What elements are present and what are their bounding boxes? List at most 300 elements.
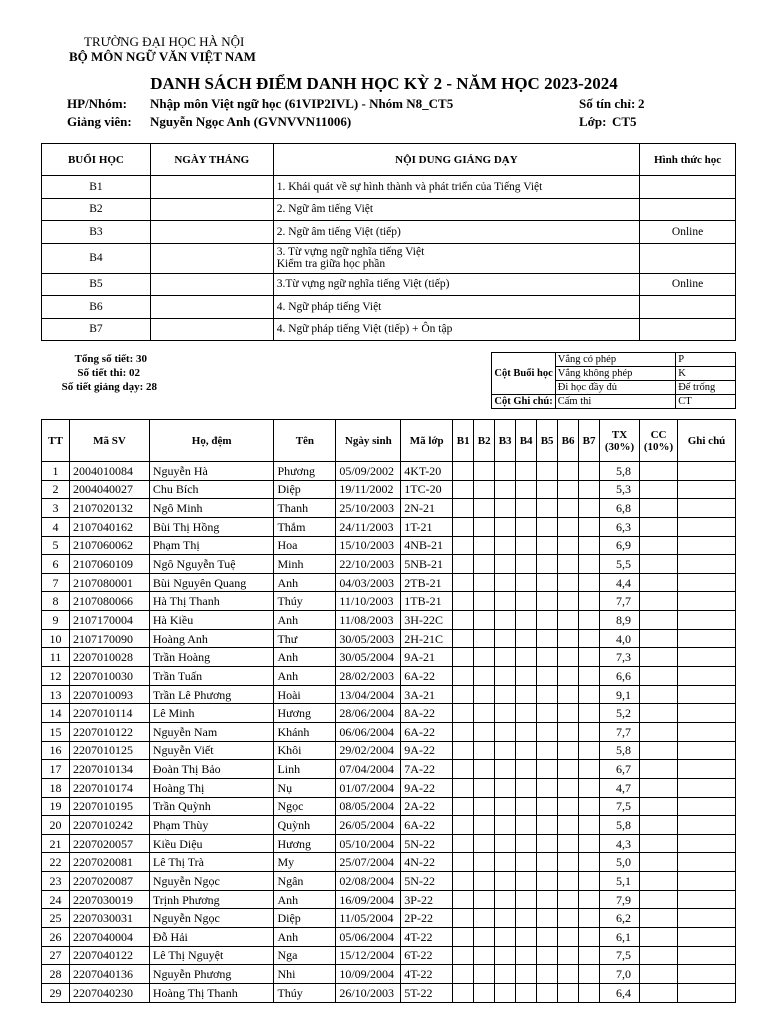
session-id: B6 [42,296,151,319]
attendance-cell-b5 [537,778,558,797]
student-name: Anh [274,648,336,667]
attendance-cell-b6 [558,722,579,741]
attendance-cell-b6 [558,685,579,704]
attendance-cell-b3 [495,928,516,947]
student-tt: 2 [42,480,70,499]
attendance-cell-b3 [495,834,516,853]
legend-code: P [676,353,736,367]
student-note [678,983,736,1002]
attendance-cell-b4 [516,499,537,518]
col-header-b1: B1 [453,420,474,462]
student-tt: 5 [42,536,70,555]
col-header-tt: TT [42,420,70,462]
attendance-cell-b6 [558,965,579,984]
attendance-cell-b1 [453,890,474,909]
attendance-cell-b2 [474,592,495,611]
attendance-cell-b4 [516,983,537,1002]
student-row [42,760,736,779]
student-name: Hương [274,834,336,853]
student-id: 2207030019 [69,890,149,909]
attendance-cell-b3 [495,890,516,909]
attendance-cell-b3 [495,965,516,984]
attendance-cell-b5 [537,648,558,667]
attendance-cell-b2 [474,890,495,909]
student-name: Ngọc [274,797,336,816]
student-class: 1T-21 [401,517,453,536]
tx-label: TX [611,428,628,441]
col-header-mode: Hình thức học [640,144,736,176]
student-note [678,536,736,555]
attendance-cell-b7 [579,722,600,741]
attendance-cell-b6 [558,536,579,555]
attendance-cell-b4 [516,741,537,760]
student-dob: 15/10/2003 [336,536,401,555]
student-dob: 29/02/2004 [336,741,401,760]
attendance-cell-b2 [474,909,495,928]
attendance-cell-b6 [558,499,579,518]
attendance-cell-b1 [453,928,474,947]
attendance-cell-b7 [579,909,600,928]
session-content [273,243,639,273]
attendance-cell-b3 [495,778,516,797]
student-name: Hương [274,704,336,723]
student-surname: Trịnh Phương [149,890,274,909]
session-id: B4 [42,243,151,273]
student-class: 3H-22C [401,611,453,630]
student-tt: 8 [42,592,70,611]
attendance-cell-b5 [537,741,558,760]
session-date [150,198,273,221]
student-name: Anh [274,667,336,686]
attendance-cell-b5 [537,890,558,909]
attendance-cell-b3 [495,536,516,555]
student-surname: Nguyễn Hà [149,462,274,481]
student-note [678,872,736,891]
col-header-ten: Tên [274,420,336,462]
student-cc-score [640,573,678,592]
session-row [42,273,736,296]
student-tt: 12 [42,667,70,686]
attendance-cell-b2 [474,928,495,947]
attendance-cell-b3 [495,722,516,741]
student-surname: Trần Hoàng [149,648,274,667]
student-row [42,480,736,499]
student-note [678,480,736,499]
student-class: 4T-22 [401,965,453,984]
attendance-cell-b5 [537,517,558,536]
student-dob: 11/08/2003 [336,611,401,630]
student-id: 2107060062 [69,536,149,555]
col-header-b2: B2 [474,420,495,462]
session-mode: Online [640,273,736,296]
student-dob: 08/05/2004 [336,797,401,816]
attendance-cell-b5 [537,611,558,630]
attendance-cell-b6 [558,667,579,686]
attendance-cell-b4 [516,872,537,891]
attendance-cell-b6 [558,983,579,1002]
student-note [678,517,736,536]
student-dob: 11/10/2003 [336,592,401,611]
attendance-cell-b3 [495,462,516,481]
student-name: Nga [274,946,336,965]
attendance-cell-b1 [453,611,474,630]
student-id: 2207040004 [69,928,149,947]
attendance-cell-b6 [558,928,579,947]
student-note [678,946,736,965]
attendance-cell-b3 [495,517,516,536]
attendance-cell-b3 [495,592,516,611]
student-id: 2207040122 [69,946,149,965]
student-row [42,685,736,704]
attendance-cell-b1 [453,909,474,928]
student-tt: 19 [42,797,70,816]
student-tx-score: 5,5 [600,555,640,574]
student-tt: 25 [42,909,70,928]
student-tx-score: 4,0 [600,629,640,648]
student-tt: 23 [42,872,70,891]
attendance-cell-b4 [516,536,537,555]
attendance-cell-b4 [516,648,537,667]
attendance-cell-b2 [474,611,495,630]
session-content-line: 2. Ngữ âm tiếng Việt (tiếp) [276,225,401,238]
student-cc-score [640,741,678,760]
attendance-cell-b7 [579,499,600,518]
student-tt: 18 [42,778,70,797]
student-id: 2107020132 [69,499,149,518]
student-cc-score [640,778,678,797]
student-dob: 06/06/2004 [336,722,401,741]
student-surname: Phạm Thị [149,536,274,555]
attendance-cell-b2 [474,872,495,891]
col-header-ghi-chu: Ghi chú [678,420,736,462]
student-surname: Hà Thị Thanh [149,592,274,611]
legend-table [491,352,736,409]
lecturer-value: Nguyễn Ngọc Anh (GVNVVN11006) [150,114,352,129]
session-row [42,296,736,319]
student-id: 2004010084 [69,462,149,481]
student-id: 2207010125 [69,741,149,760]
student-id: 2207010093 [69,685,149,704]
attendance-cell-b5 [537,946,558,965]
student-note [678,778,736,797]
student-note [678,648,736,667]
sessions-header-row [42,144,736,176]
attendance-cell-b4 [516,629,537,648]
session-id: B1 [42,176,151,199]
attendance-cell-b6 [558,816,579,835]
student-dob: 04/03/2003 [336,573,401,592]
attendance-cell-b5 [537,760,558,779]
attendance-cell-b7 [579,704,600,723]
student-note [678,909,736,928]
student-row [42,629,736,648]
student-class: 9A-22 [401,741,453,760]
attendance-cell-b1 [453,629,474,648]
attendance-cell-b4 [516,834,537,853]
student-cc-score [640,816,678,835]
student-note [678,667,736,686]
student-dob: 05/09/2002 [336,462,401,481]
col-header-ma-lop: Mã lớp [401,420,453,462]
student-row [42,536,736,555]
attendance-cell-b6 [558,629,579,648]
student-tx-score: 6,9 [600,536,640,555]
attendance-cell-b6 [558,909,579,928]
attendance-cell-b4 [516,853,537,872]
student-row [42,722,736,741]
attendance-cell-b3 [495,872,516,891]
student-name: Hoa [274,536,336,555]
attendance-cell-b1 [453,555,474,574]
student-cc-score [640,536,678,555]
attendance-cell-b3 [495,555,516,574]
attendance-cell-b2 [474,667,495,686]
student-tx-score: 5,0 [600,853,640,872]
attendance-cell-b7 [579,797,600,816]
student-row [42,648,736,667]
student-surname: Hoàng Thị Thanh [149,983,274,1002]
attendance-cell-b4 [516,965,537,984]
session-content-line: 3. Từ vựng ngữ nghĩa tiếng Việt [276,246,425,258]
cc-percent: (10%) [643,440,674,453]
session-date [150,243,273,273]
attendance-cell-b1 [453,853,474,872]
student-dob: 01/07/2004 [336,778,401,797]
student-row [42,853,736,872]
student-tx-score: 7,5 [600,946,640,965]
student-cc-score [640,555,678,574]
col-header-cc [640,420,678,462]
student-tx-score: 7,9 [600,890,640,909]
student-tt: 3 [42,499,70,518]
attendance-cell-b7 [579,983,600,1002]
student-tx-score: 7,7 [600,722,640,741]
attendance-cell-b5 [537,573,558,592]
session-row [42,176,736,199]
student-surname: Ngô Minh [149,499,274,518]
col-header-b7: B7 [579,420,600,462]
attendance-cell-b3 [495,853,516,872]
attendance-cell-b1 [453,872,474,891]
department-name: BỘ MÔN NGỮ VĂN VIỆT NAM [69,49,256,64]
student-cc-score [640,965,678,984]
session-mode [640,198,736,221]
attendance-cell-b2 [474,760,495,779]
student-row [42,909,736,928]
student-surname: Đoàn Thị Bảo [149,760,274,779]
student-dob: 26/05/2004 [336,816,401,835]
tx-percent: (30%) [604,440,635,453]
student-cc-score [640,909,678,928]
student-dob: 30/05/2004 [336,648,401,667]
student-row [42,946,736,965]
session-date [150,296,273,319]
session-content [273,318,639,341]
attendance-cell-b7 [579,741,600,760]
student-tt: 15 [42,722,70,741]
student-class: 2TB-21 [401,573,453,592]
student-name: Quỳnh [274,816,336,835]
session-row [42,318,736,341]
attendance-cell-b3 [495,704,516,723]
student-class: 4N-22 [401,853,453,872]
student-name: Diệp [274,909,336,928]
student-name: Hoài [274,685,336,704]
attendance-cell-b1 [453,480,474,499]
attendance-cell-b7 [579,928,600,947]
student-id: 2207010030 [69,667,149,686]
attendance-cell-b5 [537,834,558,853]
attendance-cell-b7 [579,611,600,630]
student-class: 9A-21 [401,648,453,667]
student-dob: 28/06/2004 [336,704,401,723]
student-tx-score: 7,5 [600,797,640,816]
student-tt: 11 [42,648,70,667]
session-content-line: Kiểm tra giữa học phần [276,258,386,270]
student-tx-score: 5,3 [600,480,640,499]
student-dob: 13/04/2004 [336,685,401,704]
attendance-cell-b7 [579,629,600,648]
attendance-cell-b2 [474,517,495,536]
student-dob: 15/12/2004 [336,946,401,965]
student-id: 2207010174 [69,778,149,797]
student-row [42,555,736,574]
student-id: 2107170004 [69,611,149,630]
total-periods: Tổng số tiết: 30 [74,353,147,365]
attendance-cell-b6 [558,462,579,481]
session-id: B2 [42,198,151,221]
student-tt: 20 [42,816,70,835]
session-date [150,176,273,199]
student-tx-score: 6,8 [600,499,640,518]
student-row [42,965,736,984]
attendance-cell-b1 [453,517,474,536]
attendance-cell-b3 [495,573,516,592]
student-tx-score: 9,1 [600,685,640,704]
session-content-line: 4. Ngữ pháp tiếng Việt [276,300,382,313]
student-note [678,965,736,984]
student-note [678,797,736,816]
student-tt: 27 [42,946,70,965]
attendance-cell-b1 [453,722,474,741]
legend-note-label: Cột Ghi chú: [492,395,556,409]
attendance-cell-b2 [474,722,495,741]
attendance-cell-b4 [516,555,537,574]
attendance-cell-b1 [453,965,474,984]
student-name: Nhi [274,965,336,984]
attendance-cell-b6 [558,704,579,723]
student-note [678,741,736,760]
students-table [41,419,736,1003]
student-name: Anh [274,611,336,630]
student-tx-score: 6,3 [600,517,640,536]
attendance-cell-b7 [579,890,600,909]
attendance-cell-b1 [453,648,474,667]
student-name: Thư [274,629,336,648]
attendance-cell-b6 [558,946,579,965]
session-mode: Online [640,221,736,244]
attendance-cell-b4 [516,462,537,481]
legend-desc: Vắng có phép [555,353,675,367]
student-tx-score: 8,9 [600,611,640,630]
student-tx-score: 7,3 [600,648,640,667]
student-class: 1TB-21 [401,592,453,611]
attendance-cell-b4 [516,704,537,723]
school-name: TRƯỜNG ĐẠI HỌC HÀ NỘI [84,34,245,49]
attendance-cell-b3 [495,909,516,928]
student-name: Diệp [274,480,336,499]
attendance-cell-b5 [537,480,558,499]
student-name: Nụ [274,778,336,797]
attendance-cell-b7 [579,462,600,481]
attendance-cell-b6 [558,573,579,592]
student-name: Thắm [274,517,336,536]
attendance-cell-b6 [558,797,579,816]
student-name: Minh [274,555,336,574]
attendance-cell-b4 [516,928,537,947]
session-content [273,273,639,296]
student-id: 2207010114 [69,704,149,723]
session-date [150,273,273,296]
student-cc-score [640,722,678,741]
student-row [42,834,736,853]
student-id: 2207040136 [69,965,149,984]
attendance-cell-b4 [516,667,537,686]
col-header-ho-dem: Họ, đệm [149,420,274,462]
session-row [42,221,736,244]
attendance-cell-b4 [516,517,537,536]
student-surname: Nguyễn Viết [149,741,274,760]
attendance-cell-b2 [474,853,495,872]
student-tt: 10 [42,629,70,648]
attendance-cell-b1 [453,536,474,555]
attendance-cell-b5 [537,983,558,1002]
student-dob: 16/09/2004 [336,890,401,909]
attendance-cell-b4 [516,909,537,928]
attendance-cell-b6 [558,890,579,909]
student-tt: 22 [42,853,70,872]
student-row [42,816,736,835]
student-surname: Nguyễn Ngọc [149,909,274,928]
student-cc-score [640,592,678,611]
attendance-cell-b7 [579,816,600,835]
student-cc-score [640,928,678,947]
student-surname: Hà Kiều [149,611,274,630]
student-class: 8A-22 [401,704,453,723]
student-row [42,890,736,909]
student-note [678,928,736,947]
attendance-cell-b3 [495,648,516,667]
attendance-cell-b2 [474,573,495,592]
student-surname: Đỗ Hải [149,928,274,947]
student-name: Thúy [274,592,336,611]
session-date [150,221,273,244]
attendance-cell-b5 [537,536,558,555]
session-content-line: 3.Từ vựng ngữ nghĩa tiếng Việt (tiếp) [276,278,450,291]
hp-label: HP/Nhóm: [67,96,127,111]
student-dob: 19/11/2002 [336,480,401,499]
student-surname: Hoàng Thị [149,778,274,797]
attendance-cell-b4 [516,573,537,592]
attendance-cell-b1 [453,760,474,779]
student-surname: Trần Lê Phương [149,685,274,704]
attendance-cell-b1 [453,778,474,797]
student-surname: Chu Bích [149,480,274,499]
student-dob: 11/05/2004 [336,909,401,928]
col-header-session: BUỔI HỌC [42,144,151,176]
legend-code: K [676,367,736,381]
session-date [150,318,273,341]
